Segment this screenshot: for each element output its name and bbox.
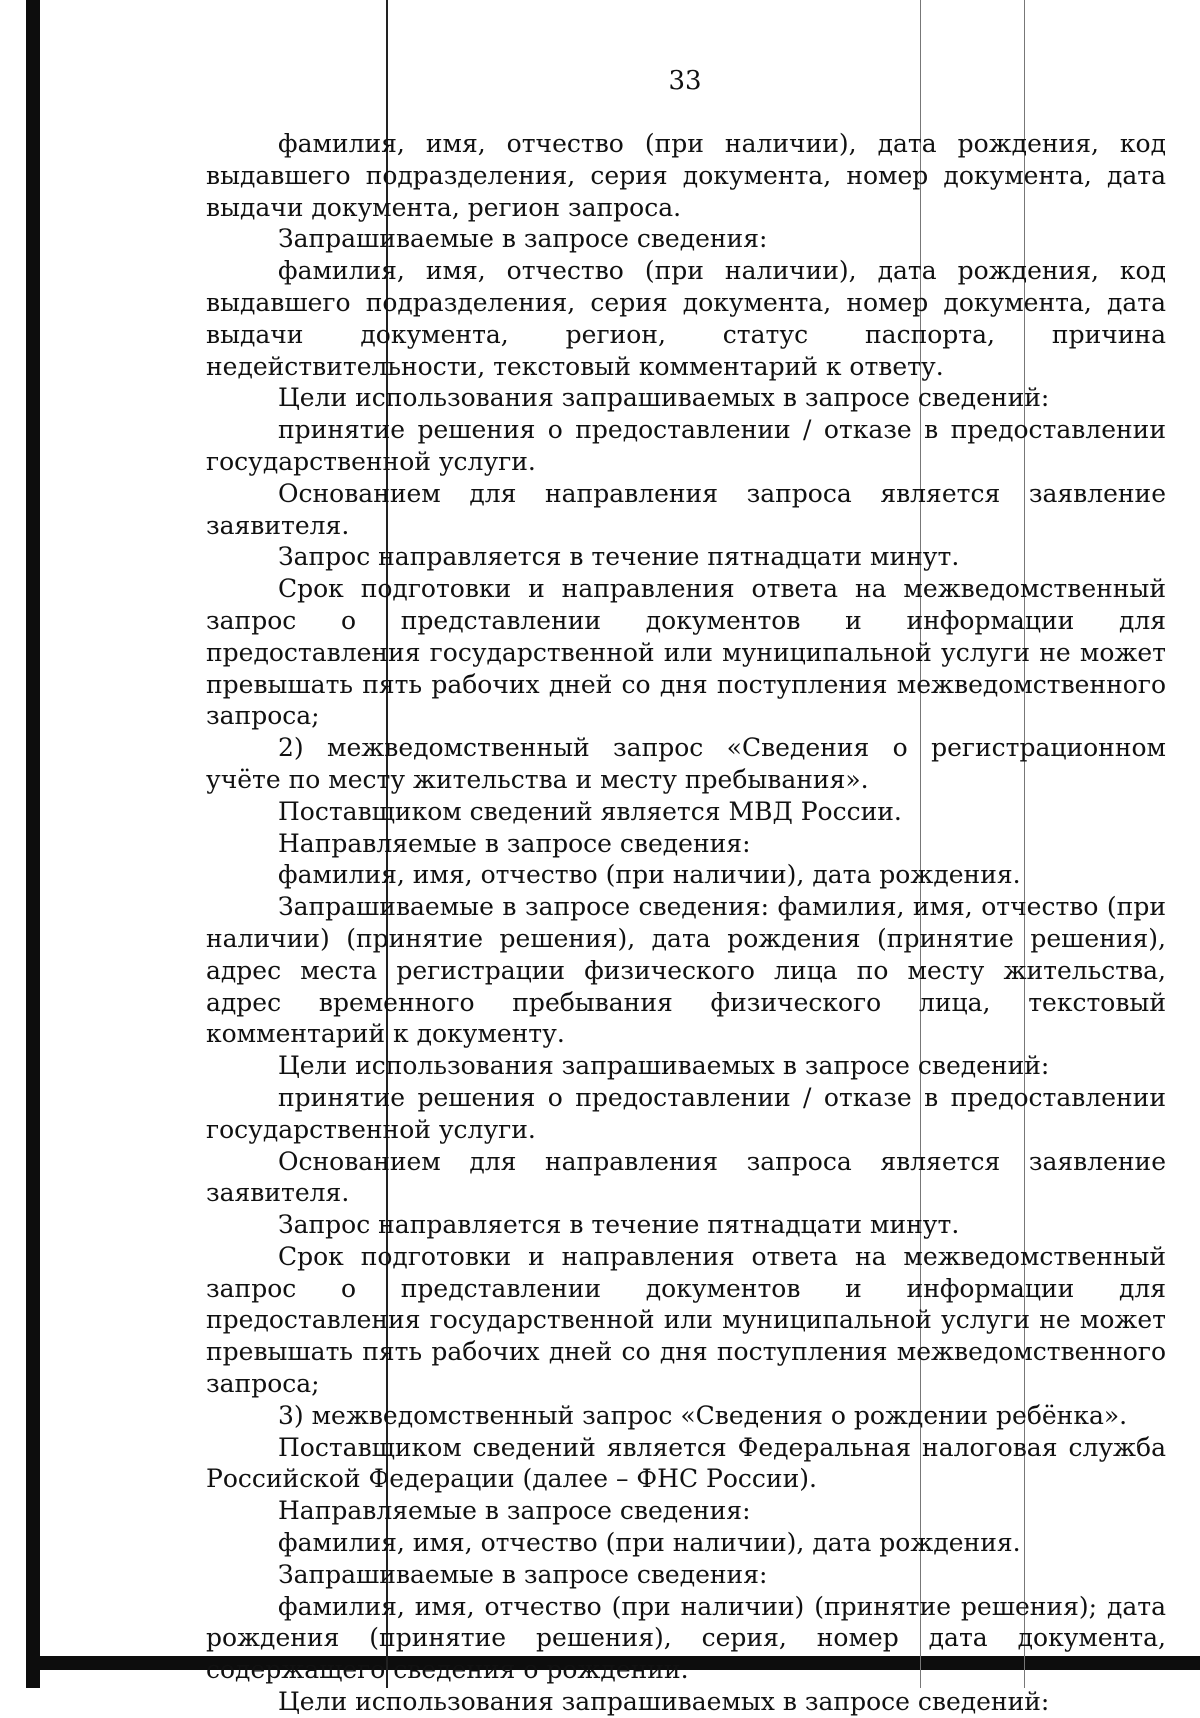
scan-edge-left [26, 0, 40, 1688]
paragraph: фамилия, имя, отчество (при наличии) (принятие решения); дата рождения (принятие решения), серия, номер дата документа, содержащего сведения о рождении. [206, 1591, 1166, 1685]
paragraph: фамилия, имя, отчество (при наличии), дата рождения. [278, 1528, 1021, 1558]
paragraph: Срок подготовки и направления ответа на межведомственный запрос о представлении документов и информации для предоставления государственной или муниципальной услуги не может превышать пять рабочих дней со дня поступления межведомственного запроса; [206, 1241, 1166, 1399]
paragraph: Запрос направляется в течение пятнадцати минут. [278, 1210, 960, 1240]
paragraph: Цели использования запрашиваемых в запросе сведений: [278, 1051, 1050, 1081]
paragraph: фамилия, имя, отчество (при наличии), дата рождения, код выдавшего подразделения, серия документа, номер документа, дата выдачи документа, регион, статус паспорта, причина недействительности, текстовый комментарий к ответу. [206, 256, 1166, 381]
paragraph: Направляемые в запросе сведения: [278, 1496, 751, 1526]
paragraph: Цели использования запрашиваемых в запросе сведений: [278, 1687, 1050, 1717]
paragraph: 3) межведомственный запрос «Сведения о рождении ребёнка». [278, 1400, 1128, 1430]
page-number: 33 [668, 66, 702, 96]
paragraph: Запрашиваемые в запросе сведения: [278, 1559, 768, 1589]
paragraph: Основанием для направления запроса является заявление заявителя. [206, 1146, 1166, 1208]
paragraph: принятие решения о предоставлении / отказе в предоставлении государственной услуги. [206, 1082, 1166, 1144]
paragraph: Основанием для направления запроса является заявление заявителя. [206, 478, 1166, 540]
paragraph: Поставщиком сведений является Федеральная налоговая служба Российской Федерации (далее – ФНС России). [206, 1432, 1166, 1494]
paragraph: принятие решения о предоставлении / отказе в предоставлении государственной услуги. [206, 415, 1166, 476]
paragraph: Срок подготовки и направления ответа на межведомственный запрос о представлении документов и информации для предоставления государственной или муниципальной услуги не может превышать пять рабочих дней со дня поступления межведомственного запроса; [206, 574, 1166, 731]
paragraph: Направляемые в запросе сведения: [278, 828, 751, 858]
paragraph: Запрашиваемые в запросе сведения: [278, 224, 768, 254]
paragraph: фамилия, имя, отчество (при наличии), дата рождения. [278, 860, 1021, 890]
document-body [206, 128, 1166, 1718]
paragraph: фамилия, имя, отчество (при наличии), дата рождения, код выдавшего подразделения, серия документа, номер документа, дата выдачи документа, регион запроса. [206, 129, 1166, 222]
paragraph: 2) межведомственный запрос «Сведения о регистрационном учёте по месту жительства и месту пребывания». [206, 733, 1166, 794]
paragraph: Запрос направляется в течение пятнадцати минут. [278, 542, 960, 572]
paragraph: Поставщиком сведений является МВД России. [278, 796, 902, 826]
paragraph: Цели использования запрашиваемых в запросе сведений: [278, 383, 1050, 413]
paragraph: Запрашиваемые в запросе сведения: фамилия, имя, отчество (при наличии) (принятие решения), дата рождения (принятие решения), адрес места регистрации физического лица по месту жительства, адрес временного пребывания физического лица, текстовый комментарий к документу. [206, 892, 1166, 1049]
